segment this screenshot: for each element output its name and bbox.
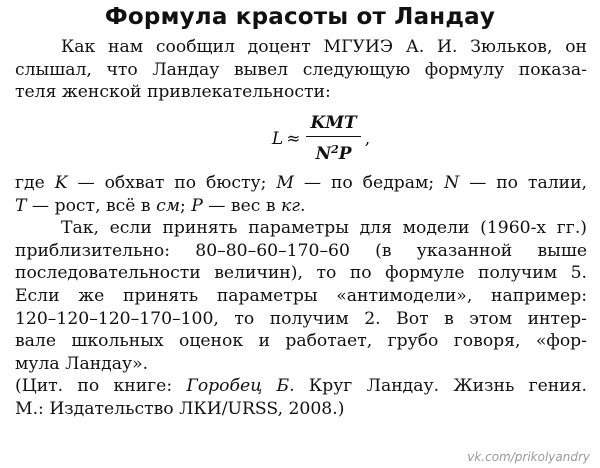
citation-line-1 <box>15 375 587 398</box>
article-title: Формула красоты от Ландау <box>104 4 496 30</box>
p2-line-3: последовательности величин), то по формуле получим 5. <box>15 263 587 284</box>
legend-t1: — обхват по бюсту; <box>67 172 277 193</box>
p2-line-6: вале школьных оценок и работает, грубо говоря, «фор- <box>15 331 587 352</box>
watermark: vk.com/prikolyandry <box>467 450 590 464</box>
p2-line-5: 120–120–120–170–100, то получим 2. Вот в этом интер- <box>15 308 587 329</box>
legend-line-2 <box>15 195 587 218</box>
legend-var-p: P <box>191 195 203 216</box>
legend-unit-cm: см <box>156 195 180 216</box>
p1-line-1: Как нам сообщил доцент МГУИЭ А. И. Зюльков, он <box>61 37 587 57</box>
formula-fraction <box>306 112 360 166</box>
citation-author: Горобец Б. <box>186 376 295 397</box>
legend-l2-t4: . <box>299 195 306 216</box>
formula-den-base: N <box>315 144 332 165</box>
article-body <box>15 36 587 421</box>
legend-var-t: T <box>15 195 27 216</box>
formula-numerator: KMT <box>306 112 360 138</box>
p1-line-3: теля женской привлекательности: <box>15 82 331 103</box>
legend-t3: — по талии, <box>459 172 587 193</box>
legend-line-1 <box>15 172 587 195</box>
p1-line-2: слышал, что Ландау вывел следующую формулу показа- <box>15 59 587 80</box>
citation-rest: Круг Ландау. Жизнь гения. <box>294 376 588 397</box>
legend-unit-kg: кг <box>281 195 300 216</box>
citation-line-2: М.: Издательство ЛКИ/URSS, 2008.) <box>15 398 345 419</box>
legend-var-n: N <box>444 172 460 193</box>
p2-line-4: Если же принять параметры «антимодели», например: <box>15 285 587 306</box>
legend-w1: где <box>15 172 55 193</box>
formula-approx: ≈ <box>286 128 301 149</box>
formula-den-exp: 2 <box>331 143 339 157</box>
formula-den-tail: P <box>338 144 352 165</box>
p2-line-2: приблизительно: 80–80–60–170–60 (в указанной выше <box>15 240 587 261</box>
legend-l2-t1: — рост, всё в <box>26 195 157 216</box>
formula <box>55 112 587 166</box>
legend-var-k: K <box>54 172 68 193</box>
p2-line-7: мула Ландау». <box>15 353 149 374</box>
formula-comma: , <box>364 128 371 149</box>
p2-line-1: Так, если принять параметры для модели (1960-х гг.) <box>61 218 587 239</box>
formula-lhs: L <box>271 128 284 149</box>
formula-denominator <box>316 137 352 166</box>
citation-open: (Цит. по книге: <box>15 376 187 397</box>
legend-l2-t2: ; <box>179 195 192 216</box>
legend-var-m: M <box>276 172 294 193</box>
legend-l2-t3: — вес в <box>202 195 282 216</box>
legend-t2: — по бедрам; <box>293 172 445 193</box>
